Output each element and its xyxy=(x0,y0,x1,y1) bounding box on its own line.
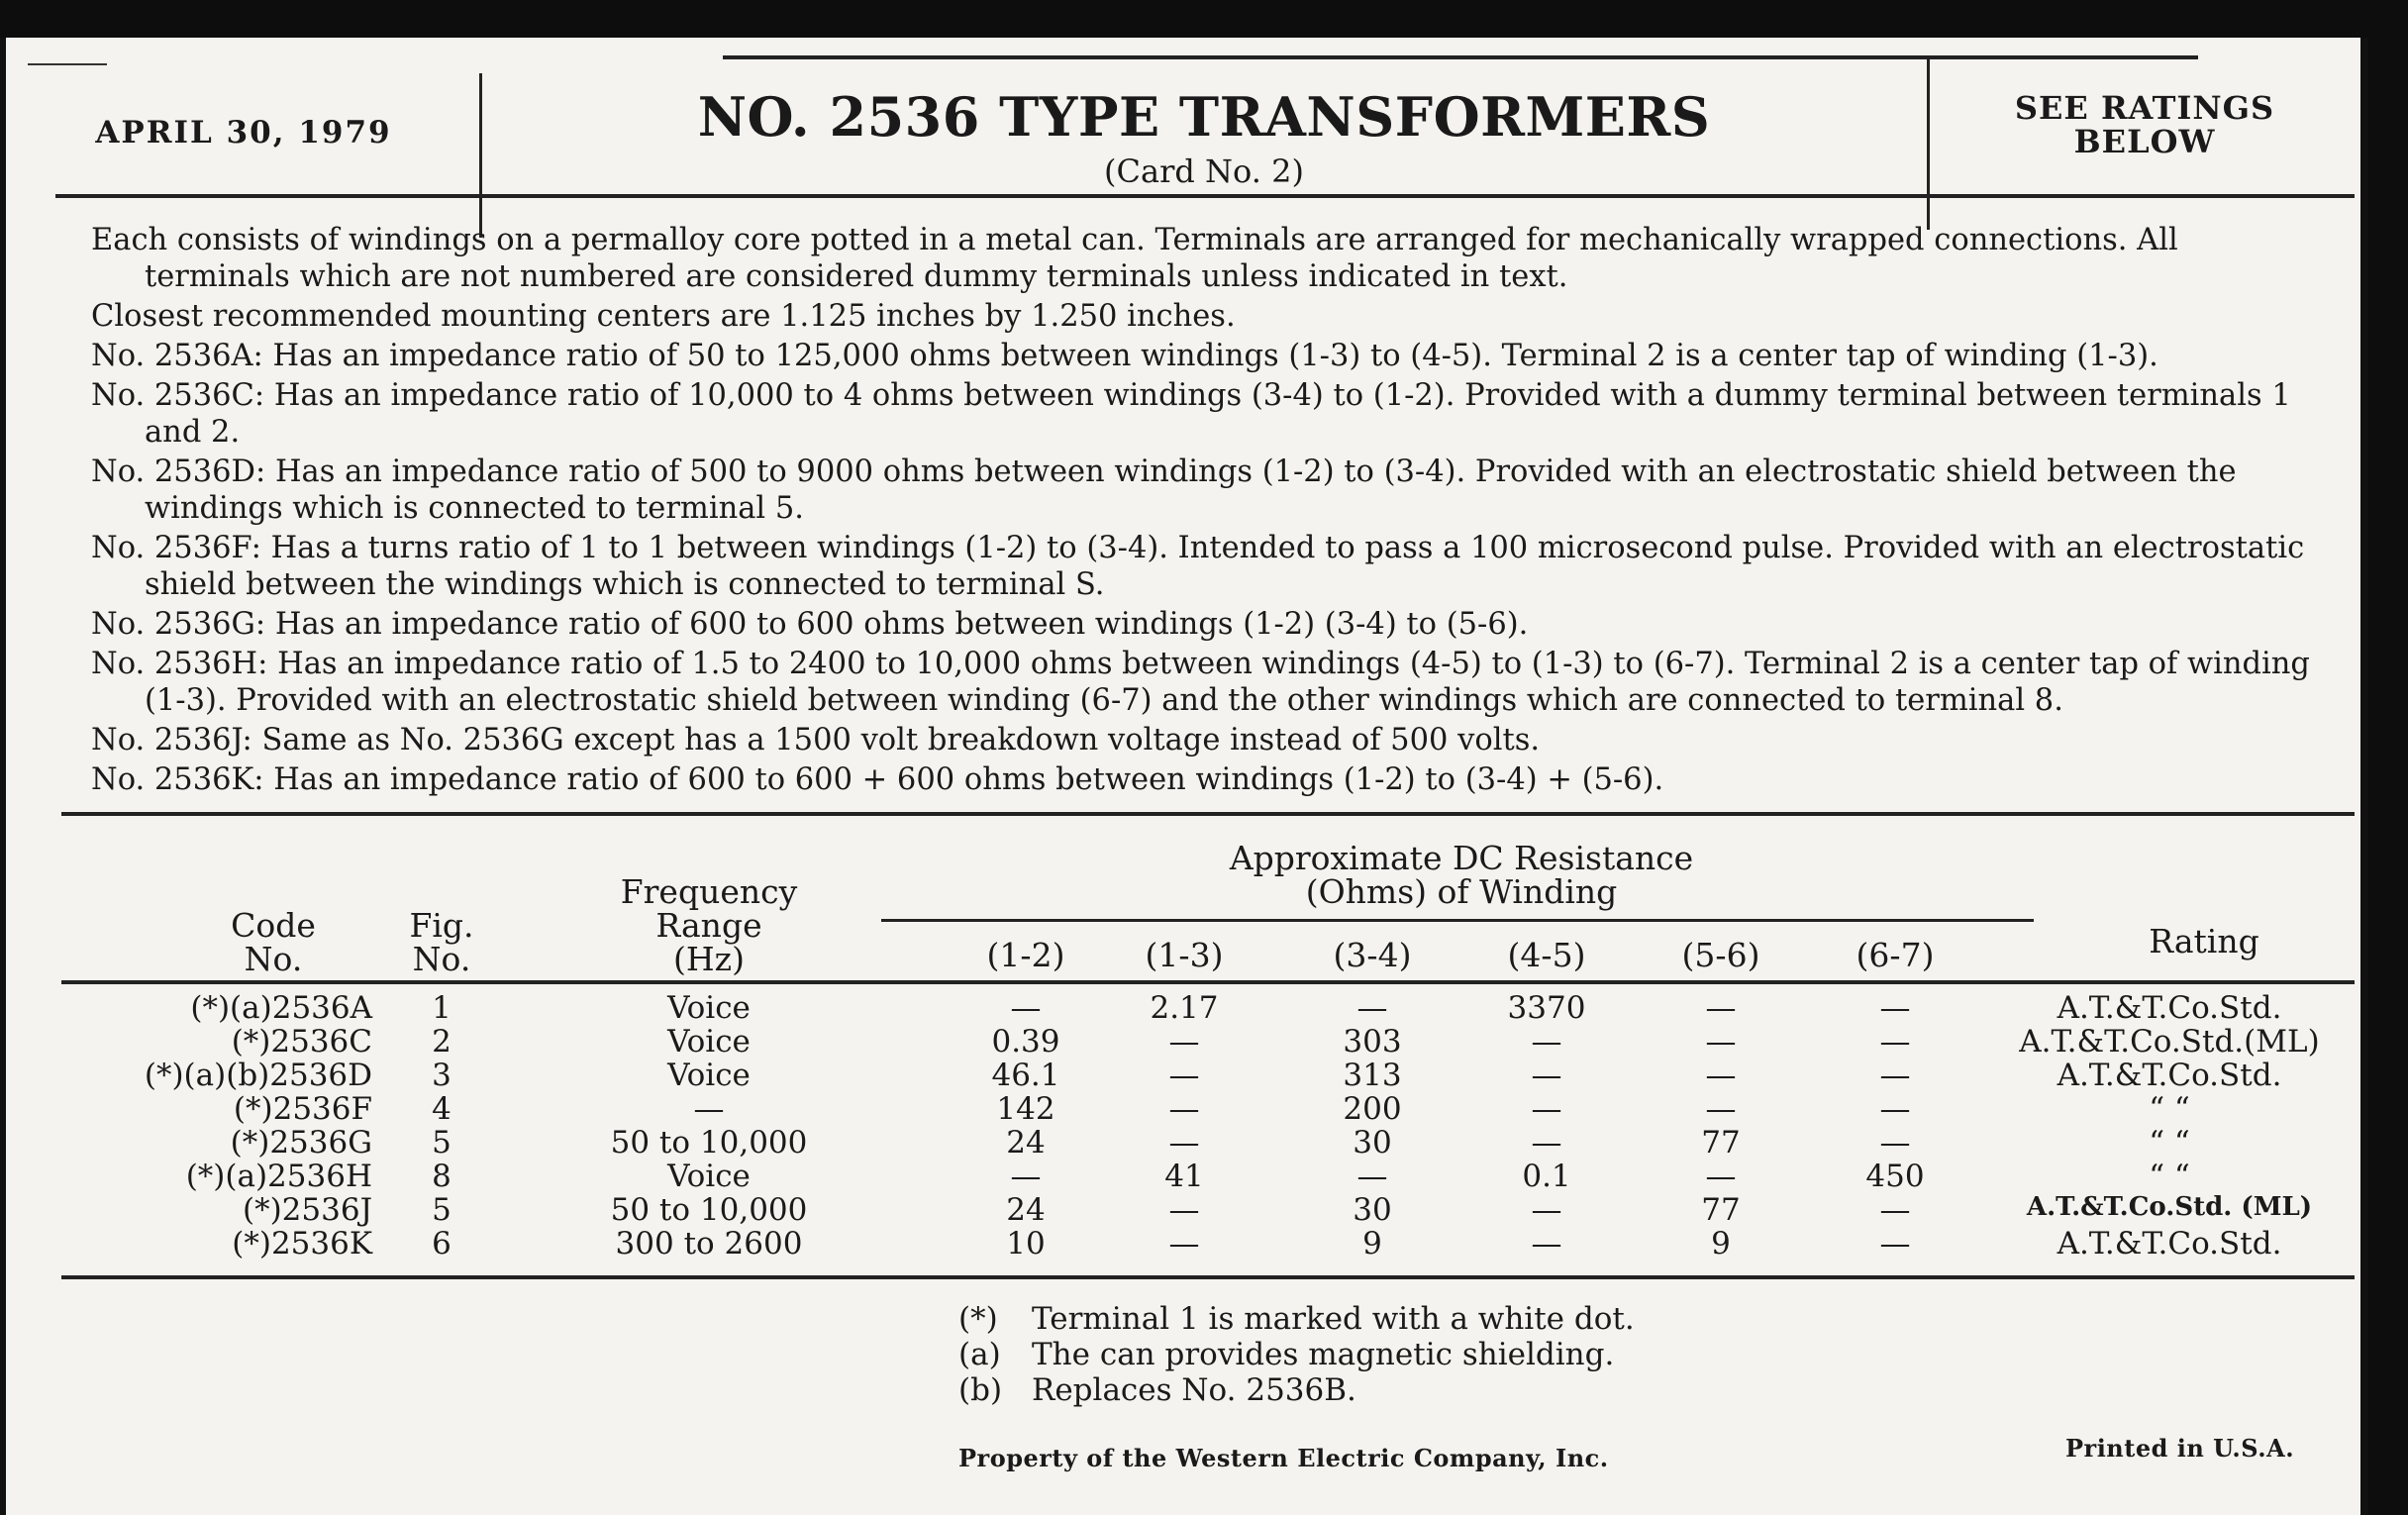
description-paragraph: Closest recommended mounting centers are 1.125 inches by 1.250 inches. xyxy=(91,299,1236,334)
footnote-key: (*) xyxy=(958,1301,998,1337)
dc-header-rule xyxy=(881,919,2034,922)
cell-w34: 303 xyxy=(1343,1024,1402,1060)
cell-w12: — xyxy=(1010,1159,1042,1194)
cell-rating: “ “ xyxy=(2149,1091,2190,1127)
description-paragraph: No. 2536H: Has an impedance ratio of 1.5 to 2400 to 10,000 ohms between windings (4-5) to (1-3) to (6-7). Terminal 2 is a center tap of winding (1-3). Provided with an electrostatic shield between winding (6-7) and the other windings which are connected to terminal 8. xyxy=(91,647,2310,718)
header-winding-4-5: (4-5) xyxy=(1507,936,1586,974)
cell-w34: 9 xyxy=(1362,1226,1382,1262)
cell-freq: Voice xyxy=(667,1058,751,1093)
table-bottom-rule xyxy=(61,1275,2355,1279)
footnote-text: Terminal 1 is marked with a white dot. xyxy=(1032,1301,1635,1337)
cell-w45: — xyxy=(1531,1192,1562,1228)
cell-w12: — xyxy=(1010,990,1042,1026)
footnote-key: (b) xyxy=(958,1372,1003,1408)
footnotes xyxy=(958,1301,1635,1408)
cell-w13: 2.17 xyxy=(1150,990,1219,1026)
cell-w56: — xyxy=(1705,1091,1737,1127)
cell-code: (*)2536G xyxy=(230,1125,372,1161)
header-winding-1-2: (1-2) xyxy=(986,936,1065,974)
page-subtitle: (Card No. 2) xyxy=(1104,152,1304,190)
cell-freq: Voice xyxy=(667,1024,751,1060)
cell-w67: — xyxy=(1879,1024,1911,1060)
cell-code: (*)2536J xyxy=(242,1192,372,1228)
cell-freq: Voice xyxy=(667,1159,751,1194)
footnote xyxy=(958,1337,1635,1372)
header-code-line1: Code xyxy=(231,906,316,945)
cell-rating: A.T.&T.Co.Std. (ML) xyxy=(2026,1192,2313,1222)
cell-fig: 6 xyxy=(432,1226,452,1262)
description-paragraph: No. 2536F: Has a turns ratio of 1 to 1 between windings (1-2) to (3-4). Intended to pass a 100 microsecond pulse. Provided with an electrostatic shield between the windings which is connected to terminal S. xyxy=(91,531,2305,602)
cell-w67: — xyxy=(1879,1226,1911,1262)
cell-rating: “ “ xyxy=(2149,1159,2190,1194)
cell-w67: — xyxy=(1879,990,1911,1026)
cell-w12: 46.1 xyxy=(991,1058,1060,1093)
cell-freq: — xyxy=(693,1091,725,1127)
cell-w34: — xyxy=(1356,1159,1388,1194)
cell-w34: — xyxy=(1356,990,1388,1026)
cell-w12: 10 xyxy=(1006,1226,1046,1262)
header-bottom-rule xyxy=(55,194,2355,198)
cell-w67: — xyxy=(1879,1091,1911,1127)
cell-fig: 2 xyxy=(432,1024,452,1060)
header-frequency xyxy=(560,872,857,978)
cell-w45: — xyxy=(1531,1125,1562,1161)
header-fig xyxy=(372,906,511,978)
description-paragraph: No. 2536D: Has an impedance ratio of 500 to 9000 ohms between windings (1-2) to (3-4). Provided with an electrostatic shield between the windings which is connected to terminal 5. xyxy=(91,454,2237,526)
header-winding-1-3: (1-3) xyxy=(1145,936,1224,974)
cell-fig: 4 xyxy=(432,1091,452,1127)
cell-code: (*)2536C xyxy=(231,1024,372,1060)
cell-w45: — xyxy=(1531,1058,1562,1093)
cell-w56: — xyxy=(1705,990,1737,1026)
cell-rating: “ “ xyxy=(2149,1125,2190,1161)
rating-note xyxy=(1927,91,2362,158)
cell-w13: — xyxy=(1168,1226,1200,1262)
cell-w34: 313 xyxy=(1343,1058,1402,1093)
cell-w56: 77 xyxy=(1701,1125,1741,1161)
cell-rating: A.T.&T.Co.Std. xyxy=(2057,990,2282,1026)
cell-freq: Voice xyxy=(667,990,751,1026)
scan-border-top xyxy=(0,0,2408,38)
cell-code: (*)(a)2536H xyxy=(185,1159,372,1194)
cell-w67: — xyxy=(1879,1125,1911,1161)
header-code xyxy=(154,906,392,978)
cell-code: (*)(a)(b)2536D xyxy=(144,1058,372,1093)
cell-w12: 24 xyxy=(1006,1125,1046,1161)
cell-w45: — xyxy=(1531,1024,1562,1060)
cell-code: (*)(a)2536A xyxy=(190,990,372,1026)
description-paragraph: No. 2536A: Has an impedance ratio of 50 to 125,000 ohms between windings (1-3) to (4-5). Terminal 2 is a center tap of winding (1-3). xyxy=(91,339,2158,373)
header-rating: Rating xyxy=(2149,922,2259,960)
cell-w56: 77 xyxy=(1701,1192,1741,1228)
page-title: NO. 2536 TYPE TRANSFORMERS xyxy=(697,85,1711,149)
printed-in: Printed in U.S.A. xyxy=(2065,1434,2295,1463)
cell-w45: 3370 xyxy=(1507,990,1586,1026)
cell-w13: — xyxy=(1168,1091,1200,1127)
footnote-text: Replaces No. 2536B. xyxy=(1032,1372,1356,1408)
cell-rating: A.T.&T.Co.Std. xyxy=(2057,1226,2282,1262)
cell-w13: — xyxy=(1168,1024,1200,1060)
footnote xyxy=(958,1301,1635,1337)
header-winding-6-7: (6-7) xyxy=(1856,936,1935,974)
cell-fig: 5 xyxy=(432,1125,452,1161)
header-dc-line1: Approximate DC Resistance xyxy=(1229,839,1694,877)
description-paragraph: No. 2536K: Has an impedance ratio of 600 to 600 + 600 ohms between windings (1-2) to (3-4) + (5-6). xyxy=(91,762,1664,797)
cell-fig: 8 xyxy=(432,1159,452,1194)
description-paragraph: Each consists of windings on a permalloy core potted in a metal can. Terminals are arranged for mechanically wrapped connections. All terminals which are not numbered are considered dummy terminals unless indicated in text. xyxy=(91,223,2178,294)
header-winding-3-4: (3-4) xyxy=(1333,936,1412,974)
header-rule-top xyxy=(723,55,2198,59)
cell-w13: — xyxy=(1168,1125,1200,1161)
header-winding-5-6: (5-6) xyxy=(1681,936,1760,974)
cell-fig: 3 xyxy=(432,1058,452,1093)
cell-w56: — xyxy=(1705,1058,1737,1093)
cell-freq: 50 to 10,000 xyxy=(610,1125,808,1161)
header-freq-line1: Frequency xyxy=(620,872,798,911)
header-freq-line2: Range xyxy=(655,906,762,945)
cell-w13: — xyxy=(1168,1058,1200,1093)
cell-w12: 24 xyxy=(1006,1192,1046,1228)
cell-rating: A.T.&T.Co.Std. xyxy=(2057,1058,2282,1093)
cell-w34: 30 xyxy=(1353,1192,1392,1228)
cell-w13: 41 xyxy=(1164,1159,1204,1194)
rating-note-line1: SEE RATINGS xyxy=(2014,89,2275,127)
property-notice: Property of the Western Electric Company, Inc. xyxy=(958,1444,1609,1472)
rating-note-line2: BELOW xyxy=(2073,123,2216,160)
cell-code: (*)2536F xyxy=(233,1091,372,1127)
table-header-rule xyxy=(61,980,2355,984)
header-dc-line2: (Ohms) of Winding xyxy=(1305,872,1618,911)
cell-fig: 1 xyxy=(432,990,452,1026)
description-paragraph: No. 2536C: Has an impedance ratio of 10,000 to 4 ohms between windings (3-4) to (1-2). Provided with a dummy terminal between terminals 1 and 2. xyxy=(91,378,2291,450)
cell-w13: — xyxy=(1168,1192,1200,1228)
cell-w34: 200 xyxy=(1343,1091,1402,1127)
description-paragraph: No. 2536G: Has an impedance ratio of 600 to 600 ohms between windings (1-2) (3-4) to (5-6). xyxy=(91,607,1529,642)
cell-w45: — xyxy=(1531,1226,1562,1262)
cell-w45: — xyxy=(1531,1091,1562,1127)
cell-w56: — xyxy=(1705,1159,1737,1194)
header-freq-line3: (Hz) xyxy=(673,940,745,978)
description-paragraph: No. 2536J: Same as No. 2536G except has a 1500 volt breakdown voltage instead of 500 volts. xyxy=(91,723,1541,758)
scan-border-right xyxy=(2368,0,2408,1515)
footnote-text: The can provides magnetic shielding. xyxy=(1032,1337,1615,1372)
footnote-key: (a) xyxy=(958,1337,1001,1372)
cell-fig: 5 xyxy=(432,1192,452,1228)
header-dc-resistance xyxy=(1095,839,1828,911)
cell-w12: 142 xyxy=(996,1091,1055,1127)
cell-w67: 450 xyxy=(1865,1159,1925,1194)
cell-w67: — xyxy=(1879,1192,1911,1228)
header-code-line2: No. xyxy=(244,940,303,978)
header-rule-left xyxy=(28,63,107,65)
data-card xyxy=(6,38,2360,1515)
cell-w56: — xyxy=(1705,1024,1737,1060)
cell-w67: — xyxy=(1879,1058,1911,1093)
cell-code: (*)2536K xyxy=(232,1226,372,1262)
cell-freq: 50 to 10,000 xyxy=(610,1192,808,1228)
cell-w34: 30 xyxy=(1353,1125,1392,1161)
description-block xyxy=(91,222,2329,801)
cell-w12: 0.39 xyxy=(991,1024,1060,1060)
cell-w45: 0.1 xyxy=(1522,1159,1571,1194)
table-top-rule xyxy=(61,812,2355,816)
header-fig-line1: Fig. xyxy=(409,906,474,945)
card-date: APRIL 30, 1979 xyxy=(95,115,392,151)
cell-w56: 9 xyxy=(1711,1226,1731,1262)
cell-rating: A.T.&T.Co.Std.(ML) xyxy=(2019,1024,2320,1060)
cell-freq: 300 to 2600 xyxy=(615,1226,803,1262)
header-fig-line2: No. xyxy=(412,940,471,978)
footnote xyxy=(958,1372,1635,1408)
